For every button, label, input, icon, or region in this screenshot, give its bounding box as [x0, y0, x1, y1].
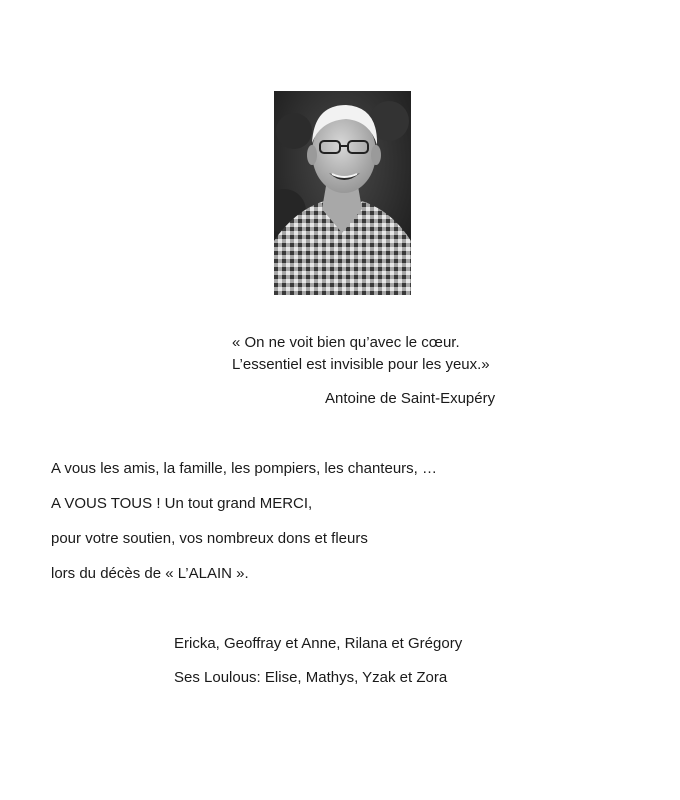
- signature-family: Ericka, Geoffray et Anne, Rilana et Grégory: [174, 635, 463, 652]
- quote-line-2: L’essentiel est invisible pour les yeux.»: [232, 356, 490, 373]
- message-line-1: A vous les amis, la famille, les pompiers, les chanteurs, …: [51, 460, 437, 477]
- message-line-3: pour votre soutien, vos nombreux dons et fleurs: [51, 530, 368, 547]
- quote-author: Antoine de Saint-Exupéry: [325, 390, 496, 407]
- portrait-photo: [274, 91, 411, 295]
- message-line-2: A VOUS TOUS ! Un tout grand MERCI,: [51, 495, 313, 512]
- message-line-4: lors du décès de « L’ALAIN ».: [51, 565, 249, 582]
- quote-line-1: « On ne voit bien qu’avec le cœur.: [232, 334, 460, 351]
- signature-grandchildren: Ses Loulous: Elise, Mathys, Yzak et Zora: [174, 669, 448, 686]
- portrait-image-icon: [274, 91, 411, 295]
